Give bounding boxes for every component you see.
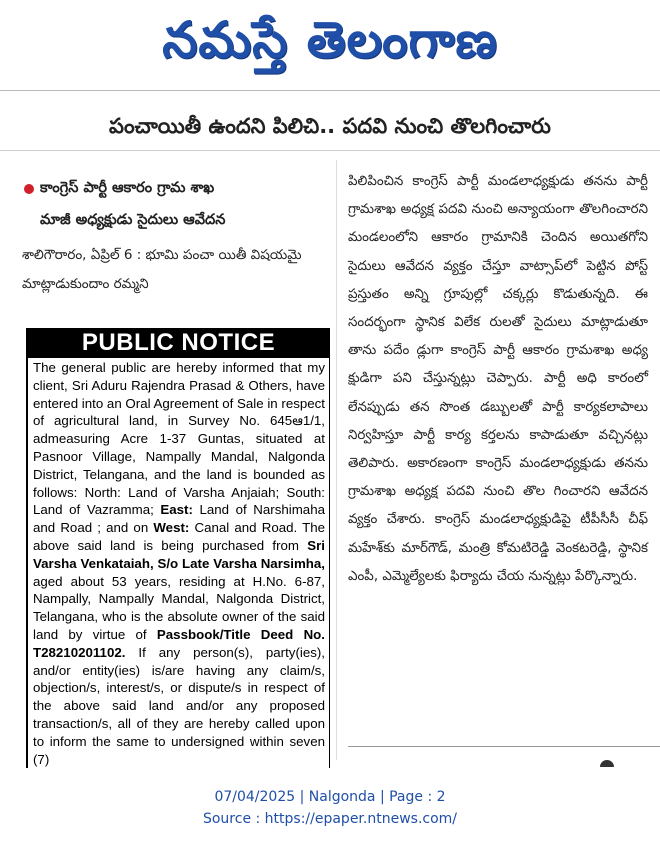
article-body-column: పిలిపించిన కాంగ్రెస్ పార్టీ మండలాధ్యక్షుడు తనను పార్టీ గ్రామశాఖ అధ్యక్ష పదవి నుంచి అన్యాయంగా తొలగించారని మండలంలోని ఆకారం గ్రామానికి చెందిన అయితగోని సైదులు ఆవేదన వ్యక్తం చేస్తూ వాట్సాప్‌లో పెట్టిన పోస్ట్ ప్రస్తుతం అన్ని గ్రూపుల్లో చక్కర్లు కొడుతున్నది. ఈ సందర్భంగా స్థానిక విలేక రులతో సైదులు మాట్లాడుతూ తాను పదేం డ్లుగా కాంగ్రెస్ పార్టీ ఆకారం గ్రామశాఖ అధ్య క్షుడిగా పని చేస్తున్నట్లు చెప్పారు. పార్టీ అధి కారంలో లేనప్పుడు తన సొంత డబ్బులతో పార్టీ కార్యకలాపాలు నిర్వహిస్తూ పార్టీ కార్య కర్తలను కాపాడుతూ వచ్చినట్లు తెలిపారు. అకారణంగా కాంగ్రెస్ మండలాధ్యక్షుడు తనను గ్రామశాఖ అధ్యక్ష పదవి నుంచి తొల గించారని ఆవేదన వ్యక్తం చేశారు. కాంగ్రెస్ మండలాధ్యక్షుడిపై టీపీసీసీ చీఫ్ మహేశ్‌కు మార్‌గౌడ్, మంత్రి కోమటిరెడ్డి వెంకటరెడ్డి, స్థానిక ఎంపీ, ఎమ్మెల్యేలకు ఫిర్యాదు చేయ నున్నట్లు పేర్కొన్నారు. (348, 174, 648, 584)
notice-text: The general public are hereby informed that my client, Sri Aduru Rajendra Prasad & Others, have entered into an Oral Agreement of Sale in respect of agricultural land, in Survey No. 645ఆ1/1, admeasuring Acre 1-37 Guntas, situated at Pasnoor Village, Nampally Mandal, Nalgonda District, Telangana, and the land is bounded as follows: North: Land of Varsha Anjaiah; South: Land of Vazramma; (33, 360, 325, 518)
masthead (0, 0, 660, 84)
notice-text: If any person(s), party(ies), and/or entity(ies) is/are having any claim/s, objection/s, interest/s, or dispute/s in respect of the above said land and/or any proposed transaction/s, all of they are hereby called upon to inform the same to undersigned within seven (7) (33, 644, 326, 767)
notice-buyer: Sri Varsha Venkataiah, S/o Late Varsha Narsimha, (33, 537, 325, 571)
source-link[interactable]: Source : https://epaper.ntnews.com/ (202, 811, 458, 827)
notice-text: Canal and Road. The above said land is being purchased from (33, 520, 326, 553)
notice-text: aged about 53 years, residing at H.No. 6-87, Nampally, Nampally Mandal, Nalgonda District, Telangana, who is the absolute owner of the said land by virtue of (33, 573, 325, 642)
notice-title: PUBLIC NOTICE (28, 328, 329, 358)
subheading-line: మాజీ అధ్యక్షుడు సైదులు ఆవేదన (40, 212, 226, 228)
public-notice-ad (26, 328, 330, 768)
subheading-line: కాంగ్రెస్ పార్టీ ఆకారం గ్రామ శాఖ (40, 180, 215, 196)
next-article-stub (600, 760, 614, 767)
edition-info: 07/04/2025 | Nalgonda | Page : 2 (214, 789, 446, 805)
bullet-icon (24, 184, 34, 194)
notice-label: West: (153, 520, 190, 536)
column-divider (336, 160, 337, 760)
divider (348, 746, 660, 747)
article-subheading (26, 172, 326, 236)
page-footer (0, 786, 660, 830)
article-lead: శాలిగౌరారం, ఏప్రిల్ 6 : భూమి పంచా యితీ విషయమై మాట్లాడుకుందాం రమ్మని (22, 247, 302, 292)
divider (0, 90, 660, 91)
notice-body (28, 359, 329, 768)
notice-label: East: (160, 502, 193, 518)
notice-deed: Passbook/Title Deed No. T28210201102. (33, 626, 325, 660)
divider (0, 150, 660, 151)
newspaper-logo: నమస్తే తెలంగాణ (162, 11, 498, 69)
article-headline: పంచాయితీ ఉందని పిలిచి.. పదవి నుంచి తొలగించారు (109, 114, 551, 138)
notice-text: Land of Narshimaha and Road ; and on (33, 502, 325, 536)
